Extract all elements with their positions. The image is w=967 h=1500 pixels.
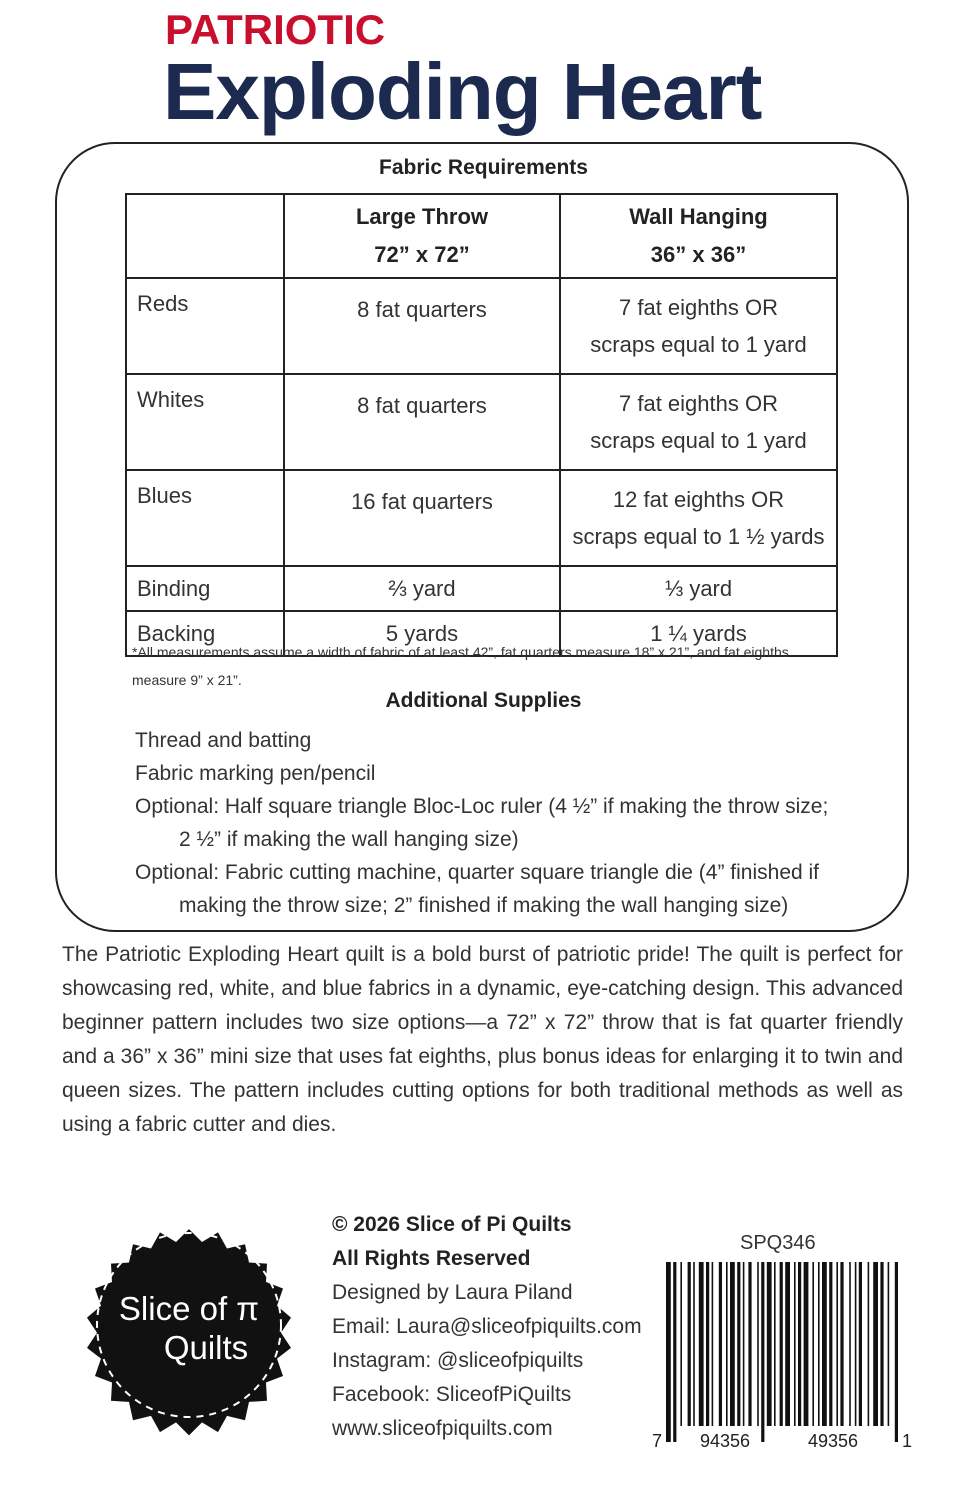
slice-of-pi-logo xyxy=(66,1202,312,1448)
barcode-bar xyxy=(706,1262,709,1426)
barcode-bar xyxy=(712,1262,714,1426)
wall-line-2: scraps equal to 1 yard xyxy=(590,428,807,453)
barcode-bar xyxy=(726,1262,728,1426)
list-item xyxy=(135,856,855,922)
barcode-bar xyxy=(688,1262,691,1426)
rights-text: All Rights Reserved xyxy=(332,1247,531,1270)
barcode-bars xyxy=(666,1262,898,1442)
logo-text-line2: Quilts xyxy=(163,1329,249,1366)
wall-cell xyxy=(560,374,837,470)
barcode-bar xyxy=(699,1262,704,1426)
row-label: Whites xyxy=(126,374,284,470)
pattern-title: Exploding Heart xyxy=(163,47,762,136)
barcode-bar xyxy=(693,1262,695,1426)
table-header-row xyxy=(126,194,837,278)
supply-line-continued: making the throw size; 2” finished if making the wall hanging size) xyxy=(179,894,789,917)
row-label: Reds xyxy=(126,278,284,374)
barcode-bar xyxy=(673,1262,676,1442)
wall-cell: 1 ¼ yards xyxy=(560,611,837,656)
additional-supplies-heading: Additional Supplies xyxy=(385,689,582,712)
barcode-bar xyxy=(849,1262,851,1426)
column-name: Wall Hanging xyxy=(629,204,768,229)
wall-line-1: 12 fat eighths OR xyxy=(612,487,785,512)
barcode-bar xyxy=(743,1262,745,1426)
facebook-text: Facebook: SliceofPiQuilts xyxy=(332,1383,572,1406)
wall-line-2: scraps equal to 1 ½ yards xyxy=(572,524,825,549)
throw-cell: 16 fat quarters xyxy=(284,470,560,566)
barcode-bar xyxy=(757,1262,759,1426)
barcode-bar xyxy=(761,1262,764,1442)
barcode-bar xyxy=(873,1262,878,1426)
barcode-bar xyxy=(812,1262,814,1426)
barcode-bar xyxy=(767,1262,772,1426)
header-wall-hanging xyxy=(560,194,837,278)
throw-cell: 8 fat quarters xyxy=(284,374,560,470)
barcode-bar xyxy=(840,1262,843,1426)
barcode-bar xyxy=(818,1262,820,1426)
wall-cell: ⅓ yard xyxy=(560,566,837,611)
barcode-bar xyxy=(737,1262,740,1426)
barcode-digits-left: 94356 xyxy=(700,1431,751,1451)
supply-line: Optional: Fabric cutting machine, quarter square triangle die (4” finished if xyxy=(135,861,820,884)
barcode-digit-system: 7 xyxy=(652,1431,663,1451)
barcode-bar xyxy=(822,1262,827,1426)
column-size: 72” x 72” xyxy=(374,242,470,267)
wall-line-1: 7 fat eighths OR xyxy=(619,295,778,320)
designer-text: Designed by Laura Piland xyxy=(332,1281,573,1304)
pattern-kicker: PATRIOTIC xyxy=(165,6,386,53)
barcode-bar xyxy=(780,1262,783,1426)
barcode-bar xyxy=(880,1262,883,1426)
supply-line-continued: 2 ½” if making the wall hanging size) xyxy=(179,828,519,851)
credits-block xyxy=(332,1208,642,1446)
measurement-footnote: *All measurements assume a width of fabric of at least 42”, fat quarters measure 18” x 21”, and fat eighths measure 9” x 21”. xyxy=(132,644,789,688)
copyright-text: © 2026 Slice of Pi Quilts xyxy=(332,1213,572,1236)
wall-line-2: scraps equal to 1 yard xyxy=(590,332,807,357)
barcode xyxy=(650,1262,912,1454)
list-item xyxy=(135,790,855,856)
table-row-binding xyxy=(126,566,837,611)
supply-line: Fabric marking pen/pencil xyxy=(135,762,376,785)
barcode-bar xyxy=(730,1262,735,1426)
logo-text-line1: Slice of π xyxy=(118,1290,260,1327)
header-large-throw xyxy=(284,194,560,278)
barcode-bar xyxy=(836,1262,838,1426)
barcode-bar xyxy=(868,1262,870,1426)
barcode-bar xyxy=(855,1262,857,1426)
row-label: Backing xyxy=(126,611,284,656)
website-link[interactable]: www.sliceofpiquilts.com xyxy=(332,1417,553,1440)
fabric-requirements-heading: Fabric Requirements xyxy=(379,156,588,179)
barcode-bar xyxy=(719,1262,722,1426)
barcode-bar xyxy=(798,1262,801,1426)
barcode-digits-right: 49356 xyxy=(808,1431,859,1451)
table-row-blues xyxy=(126,470,837,566)
barcode-bar xyxy=(804,1262,809,1426)
list-item xyxy=(135,724,855,757)
barcode-bar xyxy=(895,1262,898,1442)
supply-line: Optional: Half square triangle Bloc-Loc ruler (4 ½” if making the throw size; xyxy=(135,795,829,818)
row-label: Blues xyxy=(126,470,284,566)
barcode-bar xyxy=(785,1262,790,1426)
barcode-bar xyxy=(829,1262,832,1426)
fabric-requirements-table xyxy=(125,193,838,657)
barcode-bar xyxy=(794,1262,796,1426)
wall-cell xyxy=(560,278,837,374)
row-label: Binding xyxy=(126,566,284,611)
table-row-whites xyxy=(126,374,837,470)
column-size: 36” x 36” xyxy=(650,242,747,267)
barcode-bar xyxy=(680,1262,682,1426)
supplies-list xyxy=(135,724,855,922)
barcode-bar xyxy=(666,1262,671,1442)
barcode-bar xyxy=(774,1262,776,1426)
throw-cell: 5 yards xyxy=(284,611,560,656)
throw-cell: ⅔ yard xyxy=(284,566,560,611)
wall-cell xyxy=(560,470,837,566)
table-row-reds xyxy=(126,278,837,374)
barcode-bar xyxy=(859,1262,862,1426)
header-empty-cell xyxy=(126,194,284,278)
pattern-description: The Patriotic Exploding Heart quilt is a bold burst of patriotic pride! The quilt is perfect for showcasing red, white, and blue fabrics in a dynamic, eye-catching design. This advanced beginner pattern includes two size options—a 72” x 72” throw that is fat quarter friendly and a 36” x 36” mini size that uses fat eighths, plus bonus ideas for enlarging it to twin and queen sizes. The pattern includes cutting options for both traditional methods as well as using a fabric cutter and dies. xyxy=(62,943,903,1136)
barcode-bar xyxy=(748,1262,751,1426)
sku-label: SPQ346 xyxy=(740,1232,816,1254)
column-name: Large Throw xyxy=(355,204,488,229)
instagram-text: Instagram: @sliceofpiquilts xyxy=(332,1349,584,1372)
wall-line-1: 7 fat eighths OR xyxy=(619,391,778,416)
barcode-bar xyxy=(888,1262,890,1426)
email-text: Email: Laura@sliceofpiquilts.com xyxy=(332,1315,642,1338)
list-item xyxy=(135,757,855,790)
supply-line: Thread and batting xyxy=(135,729,312,752)
barcode-digit-check: 1 xyxy=(902,1431,912,1451)
throw-cell: 8 fat quarters xyxy=(284,278,560,374)
